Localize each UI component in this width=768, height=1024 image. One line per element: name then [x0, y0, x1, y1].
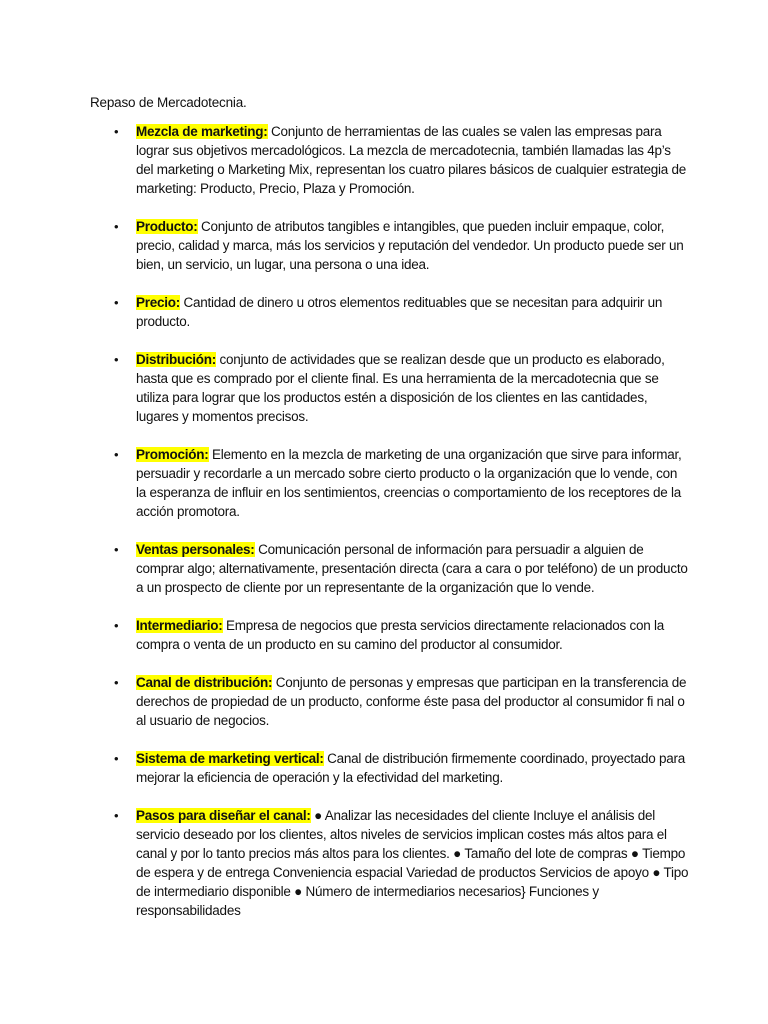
term-highlight: Distribución: — [136, 352, 216, 367]
definition-text: ● Analizar las necesidades del cliente Incluye el análisis del servicio deseado por los clientes, altos niveles de servicios implican costes más altos para el canal y por lo tanto precios más altos para los clientes. ● Tamaño del lote de compras ● Tiempo de espera y de entrega Conveniencia espacial Variedad de productos Servicios de apoyo ● Tipo de intermediario disponible ● Número de intermediarios necesarios} Funciones y responsabilidades — [136, 808, 689, 918]
list-item-canal-de-distribucion — [90, 673, 690, 730]
definition-text: conjunto de actividades que se realizan desde que un producto es elaborado, hasta que es comprado por el cliente final. Es una herramienta de la mercadotecnia que se utiliza para lograr que los productos estén a disposición de los clientes en las cantidades, lugares y momentos precisos. — [136, 352, 665, 424]
term-highlight: Producto: — [136, 219, 198, 234]
list-item-mezcla-de-marketing — [90, 122, 690, 198]
term-highlight: Pasos para diseñar el canal: — [136, 808, 311, 823]
term-highlight: Canal de distribución: — [136, 675, 273, 690]
bullet-icon: • — [114, 618, 119, 633]
definition-text: Empresa de negocios que presta servicios directamente relacionados con la compra o venta de un producto en su camino del productor al consumidor. — [136, 618, 665, 652]
bullet-icon: • — [114, 295, 119, 310]
bullet-icon: • — [114, 675, 119, 690]
list-item-intermediario — [90, 616, 690, 654]
list-item-distribucion — [90, 350, 690, 426]
term-highlight: Sistema de marketing vertical: — [136, 751, 324, 766]
bullet-icon: • — [114, 124, 119, 139]
bullet-icon: • — [114, 447, 119, 462]
bullet-icon: • — [114, 219, 119, 234]
term-highlight: Ventas personales: — [136, 542, 255, 557]
definition-text: Conjunto de herramientas de las cuales se valen las empresas para lograr sus objetivos mercadológicos. La mezcla de mercadotecnia, también llamadas las 4p’s del marketing o Marketing Mix, representan los cuatro pilares básicos de cualquier estrategia de marketing: Producto, Precio, Plaza y Promoción. — [136, 124, 687, 196]
list-item-pasos-para-disenar-el-canal — [90, 806, 690, 920]
bullet-icon: • — [114, 542, 119, 557]
list-item-precio — [90, 293, 690, 331]
definition-text: Cantidad de dinero u otros elementos redituables que se necesitan para adquirir un producto. — [136, 295, 663, 329]
definition-text: Conjunto de personas y empresas que participan en la transferencia de derechos de propiedad de un producto, conforme éste pasa del productor al consumidor fi nal o al usuario de negocios. — [136, 675, 687, 728]
list-item-ventas-personales — [90, 540, 690, 597]
term-highlight: Precio: — [136, 295, 181, 310]
definition-text: Comunicación personal de información para persuadir a alguien de comprar algo; alternativamente, presentación directa (cara a cara o por teléfono) de un producto a un prospecto de cliente por un representante de la organización que lo vende. — [136, 542, 688, 595]
term-highlight: Promoción: — [136, 447, 209, 462]
list-item-producto — [90, 217, 690, 274]
definition-text: Conjunto de atributos tangibles e intangibles, que pueden incluir empaque, color, precio, calidad y marca, más los servicios y reputación del vendedor. Un producto puede ser un bien, un servicio, un lugar, una persona o una idea. — [136, 219, 684, 272]
term-highlight: Intermediario: — [136, 618, 223, 633]
definition-text: Canal de distribución firmemente coordinado, proyectado para mejorar la eficiencia de operación y la efectividad del marketing. — [136, 751, 686, 785]
list-item-sistema-de-marketing-vertical — [90, 749, 690, 787]
definition-list — [90, 122, 690, 939]
definition-text: Elemento en la mezcla de marketing de una organización que sirve para informar, persuadir y recordarle a un mercado sobre cierto producto o la organización que lo vende, con la esperanza de influir en los sentimientos, creencias o comportamiento de los receptores de la acción promotora. — [136, 447, 682, 519]
bullet-icon: • — [114, 808, 119, 823]
bullet-icon: • — [114, 352, 119, 367]
term-highlight: Mezcla de marketing: — [136, 124, 268, 139]
document-title: Repaso de Mercadotecnia. — [90, 95, 247, 110]
list-item-promocion — [90, 445, 690, 521]
bullet-icon: • — [114, 751, 119, 766]
